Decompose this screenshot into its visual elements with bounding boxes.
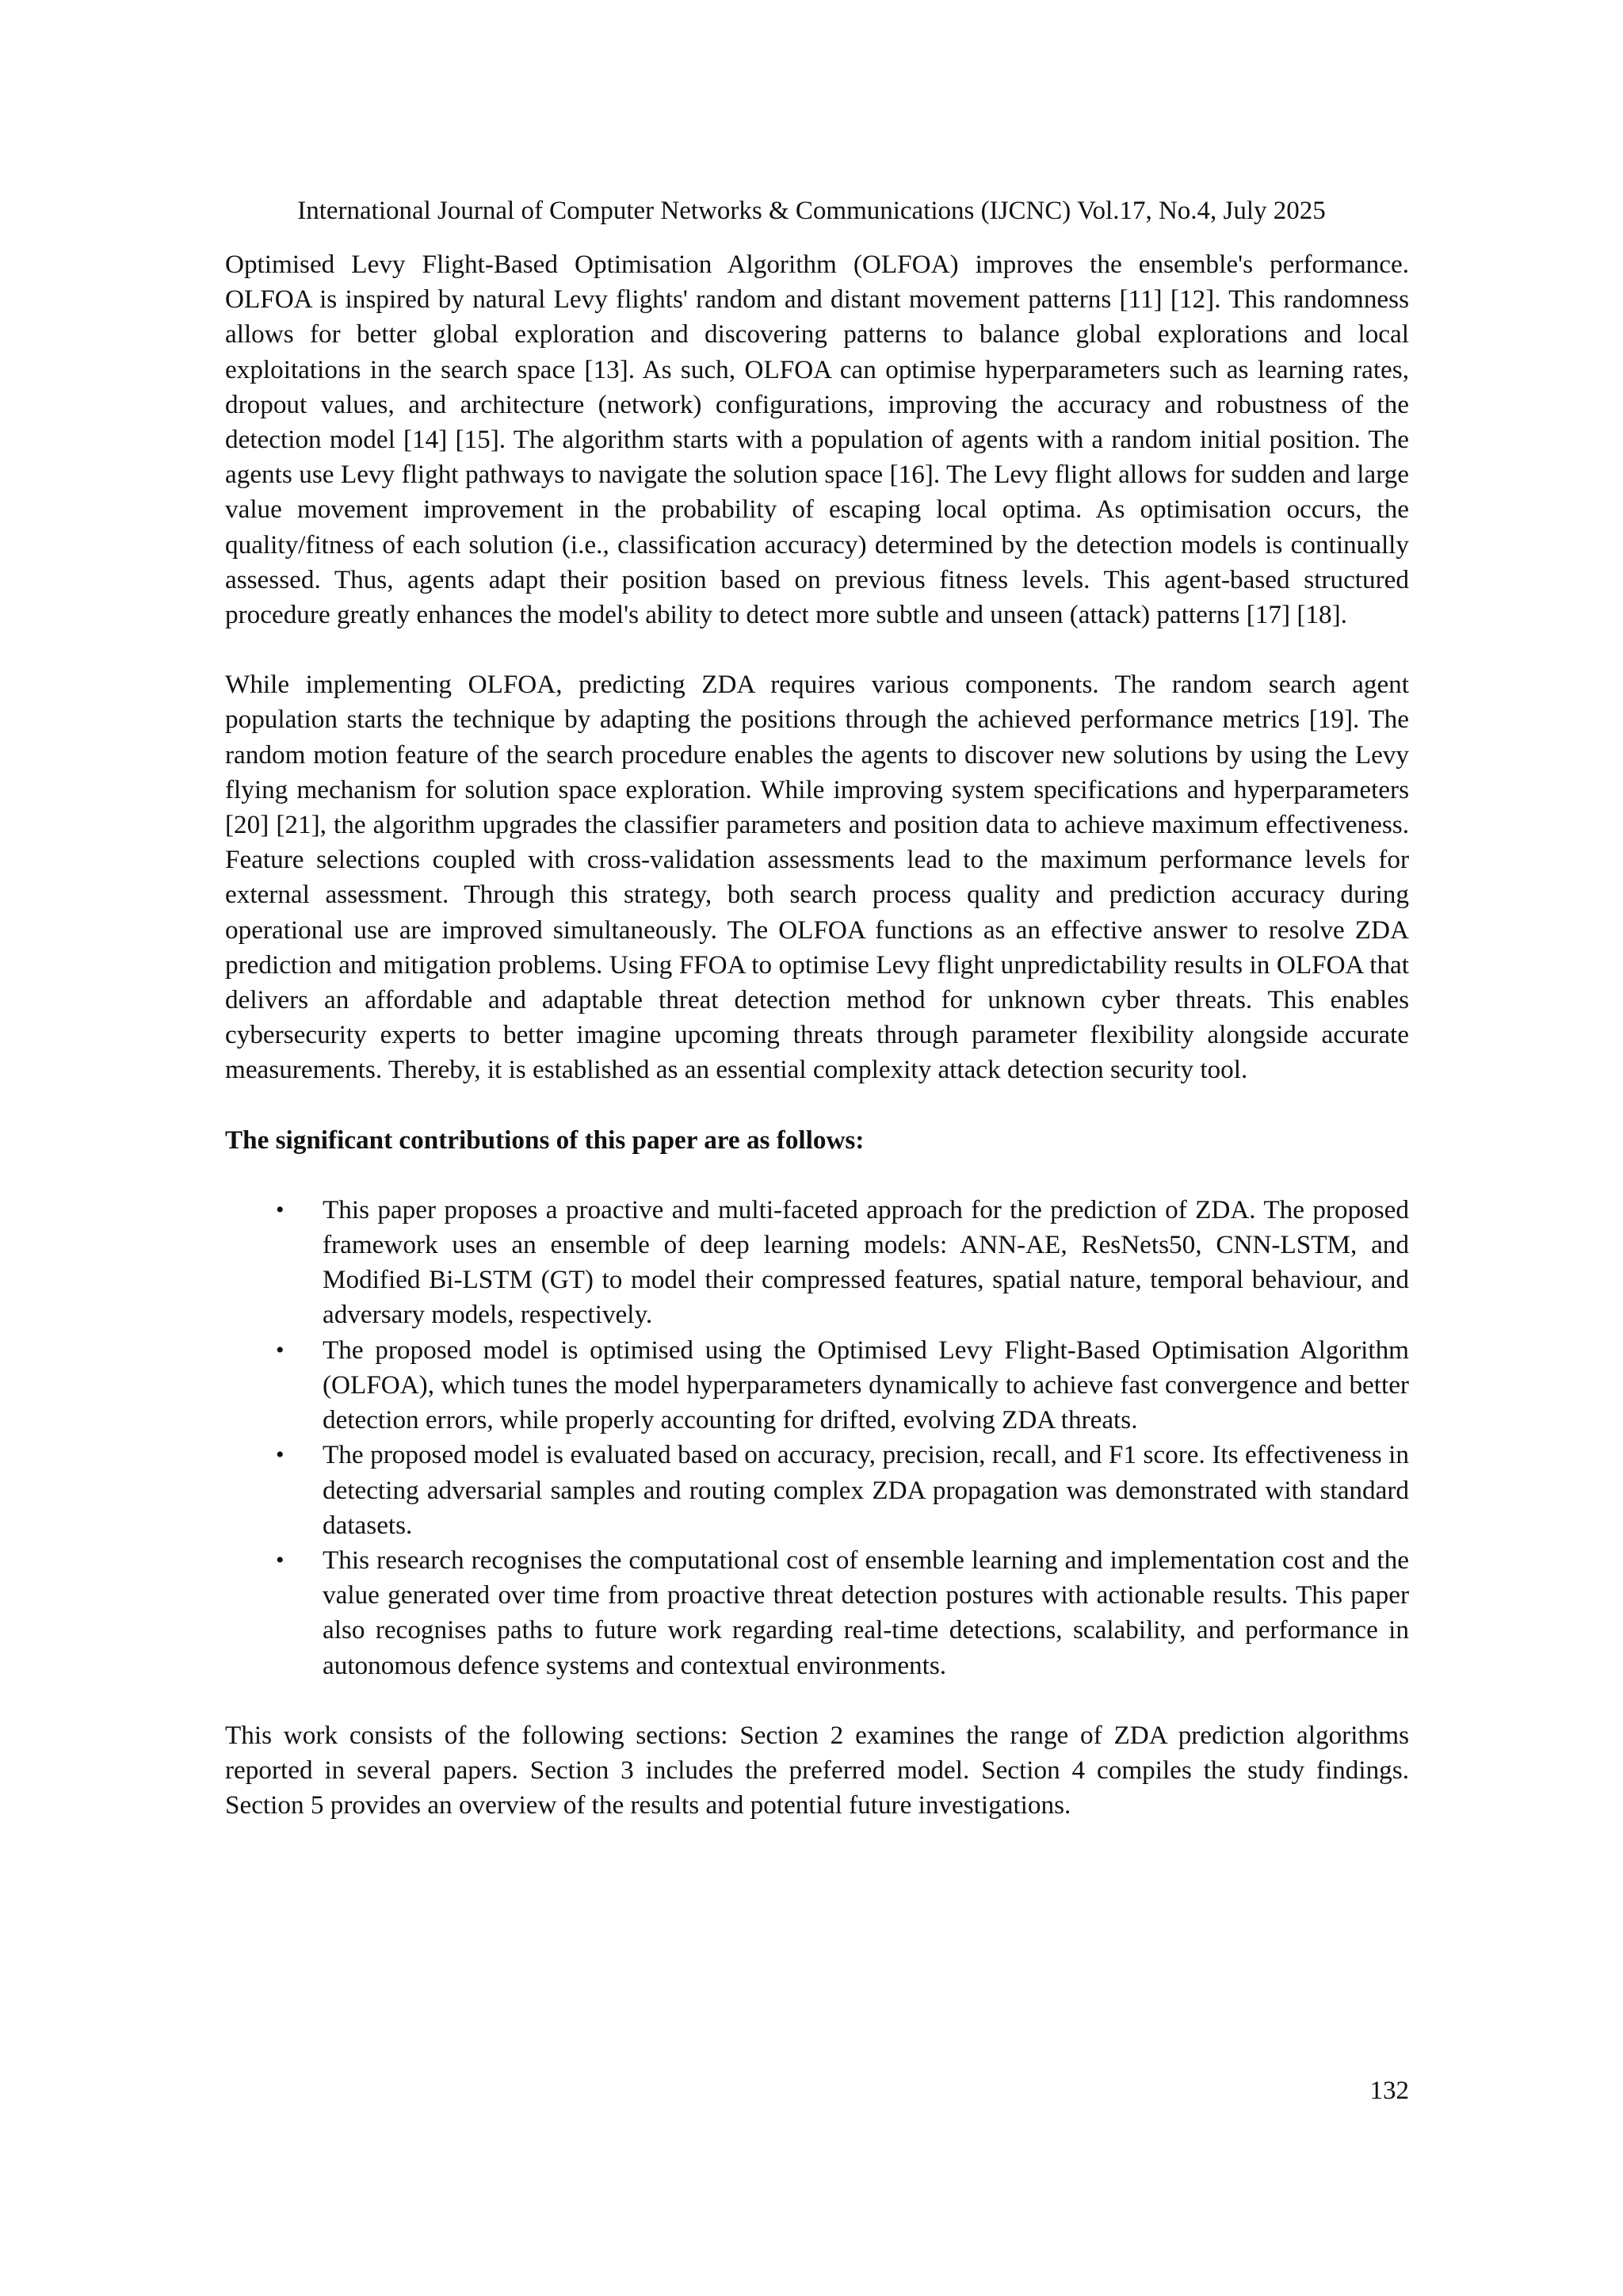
bullet-icon: • (276, 1546, 285, 1573)
page-body (225, 247, 1409, 1823)
contribution-item (225, 1438, 1409, 1543)
contributions-list (225, 1193, 1409, 1683)
contribution-text: This paper proposes a proactive and multi-faceted approach for the prediction of ZDA. The proposed framework uses an ensemble of deep learning models: ANN-AE, ResNets50, CNN-LSTM, and Modified Bi-LSTM (GT) to model their compressed features, spatial nature, temporal behaviour, and adversary models, respectively. (323, 1194, 1409, 1330)
contribution-text: The proposed model is optimised using the Optimised Levy Flight-Based Optimisation Algorithm (OLFOA), which tunes the model hyperparameters dynamically to achieve fast convergence and better detection errors, while properly accounting for drifted, evolving ZDA threats. (323, 1335, 1409, 1435)
contribution-text: The proposed model is evaluated based on accuracy, precision, recall, and F1 score. Its effectiveness in detecting adversarial samples and routing complex ZDA propagation was demonstrated with standard datasets. (323, 1440, 1409, 1540)
running-header: International Journal of Computer Networks & Communications (IJCNC) Vol.17, No.4, July 2025 (297, 197, 1326, 225)
contribution-item (225, 1193, 1409, 1333)
contributions-heading: The significant contributions of this paper are as follows: (225, 1125, 865, 1155)
body-paragraph-olfoa-overview: Optimised Levy Flight-Based Optimisation Algorithm (OLFOA) improves the ensemble's performance. OLFOA is inspired by natural Levy flights' random and distant movement patterns [11] [12]. This randomness allows for better global exploration and discovering patterns to balance global explorations and local exploitations in the search space [13]. As such, OLFOA can optimise hyperparameters such as learning rates, dropout values, and architecture (network) configurations, improving the accuracy and robustness of the detection model [14] [15]. The algorithm starts with a population of agents with a random initial position. The agents use Levy flight pathways to navigate the solution space [16]. The Levy flight allows for sudden and large value movement improvement in the probability of escaping local optima. As optimisation occurs, the quality/fitness of each solution (i.e., classification accuracy) determined by the detection models is continually assessed. Thus, agents adapt their position based on previous fitness levels. This agent-based structured procedure greatly enhances the model's ability to detect more subtle and unseen (attack) patterns [17] [18]. (225, 250, 1409, 630)
page-number: 132 (1369, 2076, 1409, 2105)
bullet-icon: • (276, 1336, 285, 1363)
contribution-item (225, 1333, 1409, 1438)
contribution-text: This research recognises the computational cost of ensemble learning and implementation cost and the value generated over time from proactive threat detection postures with actionable results. This paper also recognises paths to future work regarding real-time detections, scalability, and performance in autonomous defence systems and contextual environments. (323, 1545, 1409, 1680)
body-paragraph-olfoa-implementation: While implementing OLFOA, predicting ZDA requires various components. The random search agent population starts the technique by adapting the positions through the achieved performance metrics [19]. The random motion feature of the search procedure enables the agents to discover new solutions by using the Levy flying mechanism for solution space exploration. While improving system specifications and hyperparameters [20] [21], the algorithm upgrades the classifier parameters and position data to achieve maximum effectiveness. Feature selections coupled with cross-validation assessments lead to the maximum performance levels for external assessment. Through this strategy, both search process quality and prediction accuracy during operational use are improved simultaneously. The OLFOA functions as an effective answer to resolve ZDA prediction and mitigation problems. Using FFOA to optimise Levy flight unpredictability results in OLFOA that delivers an affordable and adaptable threat detection method for unknown cyber threats. This enables cybersecurity experts to better imagine upcoming threats through parameter flexibility alongside accurate measurements. Thereby, it is established as an essential complexity attack detection security tool. (225, 670, 1409, 1085)
body-paragraph-paper-organization: This work consists of the following sections: Section 2 examines the range of ZDA prediction algorithms reported in several papers. Section 3 includes the preferred model. Section 4 compiles the study findings. Section 5 provides an overview of the results and potential future investigations. (225, 1720, 1409, 1820)
bullet-icon: • (276, 1442, 285, 1469)
bullet-icon: • (276, 1196, 285, 1223)
contribution-item (225, 1543, 1409, 1683)
